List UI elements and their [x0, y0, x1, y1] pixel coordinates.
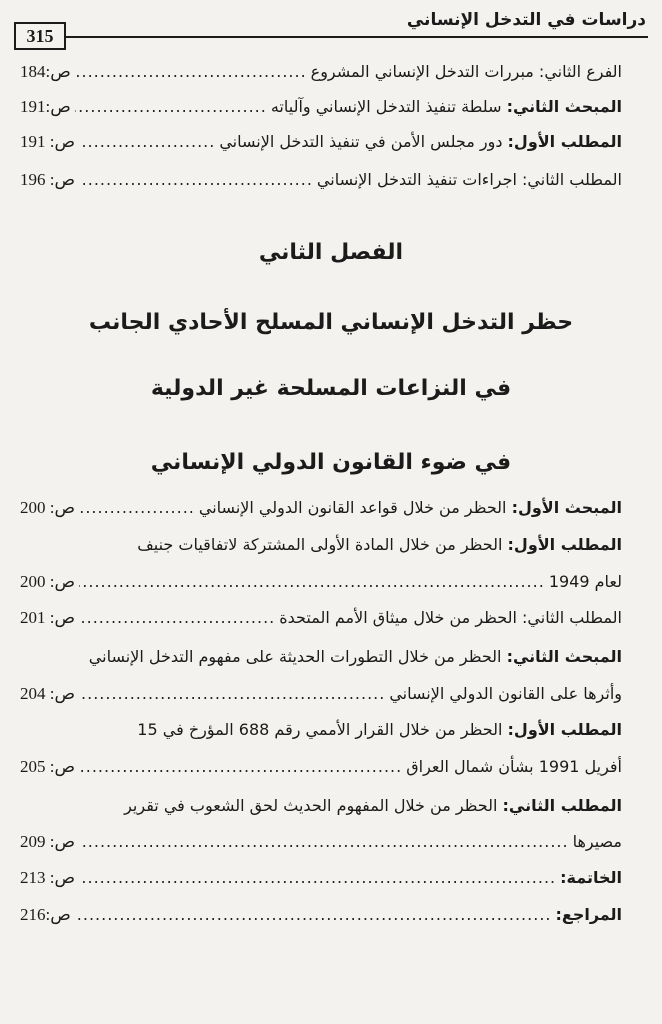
toc-entry-page: ص: 191 — [20, 132, 76, 151]
toc-entry-page: ص: 209 — [20, 832, 76, 851]
toc-entry-page: ص: 205 — [20, 757, 76, 776]
toc-entry-title: المطلب الثاني: اجراءات تنفيذ التدخل الإنساني — [316, 170, 622, 189]
toc-entry-title: دور مجلس الأمن في تنفيذ التدخل الإنساني — [219, 132, 508, 151]
toc-entry-page: ص: 204 — [20, 684, 76, 703]
toc-entry-title: الحظر من خلال التطورات الحديثة على مفهوم التدخل الإنساني — [88, 647, 507, 666]
toc-entry — [20, 684, 622, 710]
toc-leader — [79, 832, 569, 851]
chapter-title-line-2: في النزاعات المسلحة غير الدولية — [150, 376, 512, 401]
toc-entry — [20, 97, 622, 123]
toc-entry-page: ص: 201 — [20, 608, 76, 627]
running-head: دراسات في التدخل الإنساني — [406, 10, 646, 30]
toc-entry-title: الحظر من خلال القرار الأممي رقم 688 المؤرخ في 15 — [137, 720, 508, 739]
toc-entry-label: المبحث الثاني: — [506, 97, 622, 116]
chapter-title-line-3: في ضوء القانون الدولي الإنساني — [150, 450, 512, 475]
toc-leader — [79, 684, 385, 703]
toc-entry-label: الخاتمة: — [560, 868, 622, 887]
toc-leader — [79, 868, 556, 887]
toc-entry-page: ص: 196 — [20, 170, 76, 189]
toc-entry-title: أفريل 1991 بشأن شمال العراق — [406, 757, 622, 776]
toc-entry-line — [20, 647, 622, 673]
toc-entry — [20, 868, 622, 894]
toc-leader — [75, 62, 307, 81]
toc-entry — [20, 572, 622, 598]
toc-entry-page: ص: 213 — [20, 868, 76, 887]
toc-entry — [20, 905, 622, 931]
toc-entry-line — [20, 720, 622, 746]
chapter-title-line-1: حظر التدخل الإنساني المسلح الأحادي الجانب — [88, 310, 574, 335]
toc-entry-title: الحظر من خلال المادة الأولى المشتركة لاتفاقيات جنيف — [137, 535, 508, 554]
toc-entry — [20, 608, 622, 634]
toc-entry-page: ص: 200 — [20, 498, 76, 517]
toc-entry-page: ص: 200 — [20, 572, 76, 591]
toc-entry-label: المبحث الثاني: — [506, 647, 622, 666]
toc-entry — [20, 498, 622, 524]
toc-entry-label: المطلب الأول: — [507, 720, 622, 739]
toc-entry-title: سلطة تنفيذ التدخل الإنساني وآلياته — [270, 97, 507, 116]
toc-leader — [75, 905, 552, 924]
toc-entry — [20, 62, 622, 88]
header-rule — [66, 36, 648, 38]
toc-entry-label: المطلب الأول: — [507, 535, 622, 554]
toc-entry-label: المراجع: — [555, 905, 622, 924]
toc-leader — [79, 132, 215, 151]
toc-leader — [79, 757, 402, 776]
toc-entry-page: ص:191 — [20, 97, 71, 116]
toc-leader — [79, 608, 275, 627]
toc-entry — [20, 170, 622, 196]
page-number: 315 — [14, 22, 66, 50]
toc-entry-title: مصيرها — [572, 832, 622, 851]
toc-entry-label: المطلب الأول: — [507, 132, 622, 151]
toc-entry-title: الفرع الثاني: مبررات التدخل الإنساني المشروع — [310, 62, 622, 81]
toc-entry-label: المطلب الثاني: — [502, 796, 622, 815]
toc-entry-title: لعام 1949 — [548, 572, 622, 591]
toc-leader — [75, 97, 267, 116]
chapter-heading: الفصل الثاني — [258, 240, 404, 265]
toc-leader — [79, 170, 313, 189]
toc-entry — [20, 132, 622, 158]
toc-entry-title: المطلب الثاني: الحظر من خلال ميثاق الأمم المتحدة — [279, 608, 622, 627]
toc-entry-page: ص:216 — [20, 905, 71, 924]
toc-leader — [79, 498, 195, 517]
toc-entry-label: المبحث الأول: — [511, 498, 622, 517]
toc-entry-title: الحظر من خلال المفهوم الحديث لحق الشعوب في تقرير — [124, 796, 503, 815]
toc-entry-title: الحظر من خلال قواعد القانون الدولي الإنساني — [198, 498, 512, 517]
toc-entry — [20, 832, 622, 858]
toc-entry-line — [20, 535, 622, 561]
toc-leader — [79, 572, 545, 591]
toc-entry-page: ص:184 — [20, 62, 71, 81]
toc-entry-title: وأثرها على القانون الدولي الإنساني — [389, 684, 622, 703]
toc-entry — [20, 757, 622, 783]
toc-entry-line — [20, 796, 622, 822]
